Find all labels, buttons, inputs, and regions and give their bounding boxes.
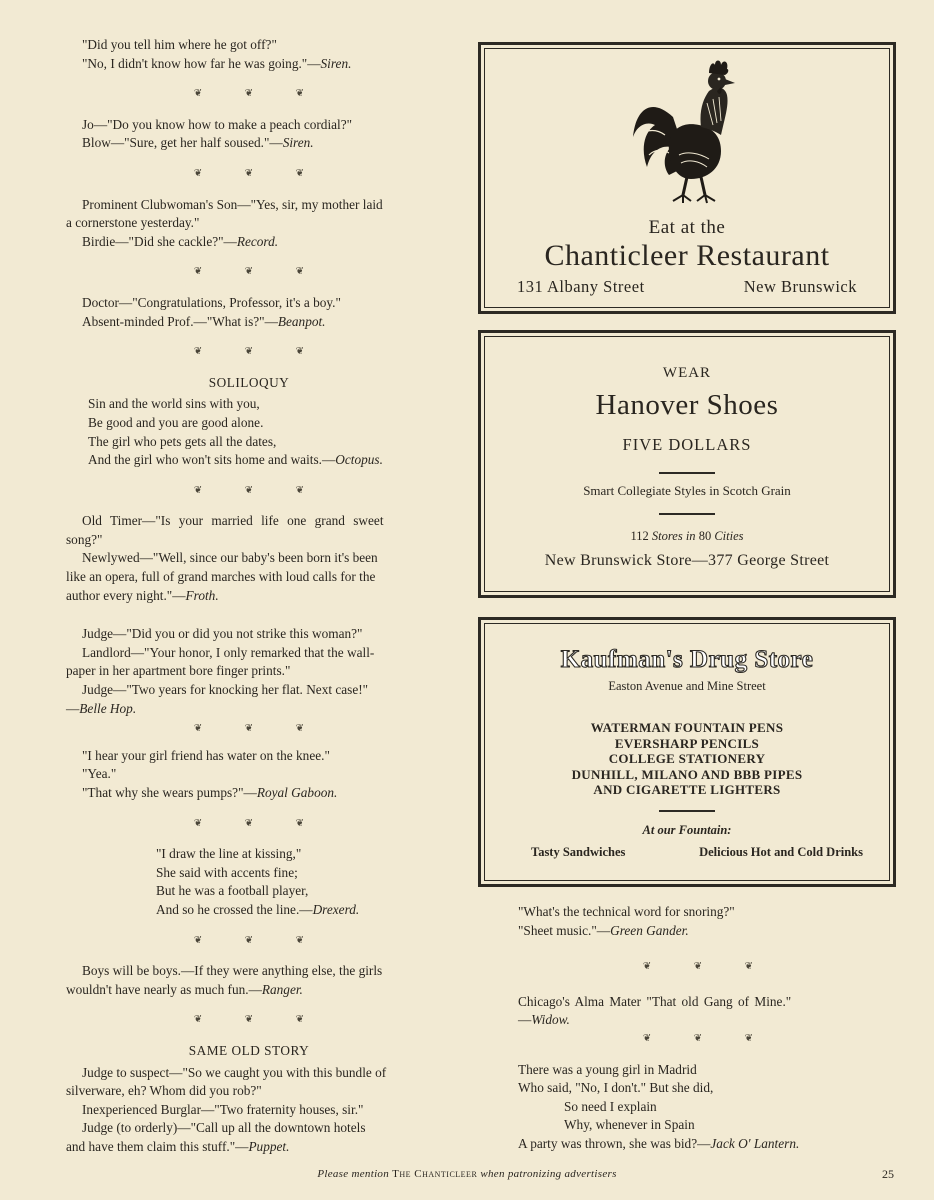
joke-line: "That why she wears pumps?"— [82, 785, 257, 800]
store-address: New Brunswick Store—377 George Street [544, 552, 830, 569]
divider-rule [659, 810, 715, 812]
joke-line: and have them claim this stuff."— [66, 1138, 249, 1154]
joke-7 [66, 747, 432, 803]
joke-line: like an opera, full of grand marches with loud calls for the [66, 569, 376, 585]
joke-line: Judge—"Two years for knocking her flat. Next case!" [82, 682, 369, 698]
rooster-icon [629, 55, 747, 205]
poem-line: Who said, "No, I don't." But she did, [518, 1080, 714, 1096]
fountain-items [531, 845, 863, 860]
joke-line: Doctor—"Congratulations, Professor, it's a boy." [82, 294, 341, 310]
joke-source: Froth. [185, 587, 219, 603]
joke-line: "I hear your girl friend has water on the knee." [82, 747, 330, 763]
joke-line: Inexperienced Burglar—"Two fraternity houses, sir." [82, 1101, 364, 1117]
poem-source: Drexerd. [312, 901, 360, 917]
ornament-divider: ❦ ❦ ❦ [193, 723, 325, 735]
joke-line: Prominent Clubwoman's Son—"Yes, sir, my mother laid [82, 196, 383, 212]
joke-source: Widow. [531, 1012, 570, 1028]
joke-line: Judge (to orderly)—"Call up all the downtown hotels [82, 1120, 366, 1136]
product-item: DUNHILL, MILANO AND BBB PIPES [571, 766, 803, 782]
fountain-item: Tasty Sandwiches [531, 845, 626, 859]
footer-text: Please mention [317, 1168, 390, 1180]
joke-line: Landlord—"Your honor, I only remarked that the wall- [82, 644, 375, 660]
poem-title: SOLILOQUY [208, 374, 290, 390]
poem-line: Sin and the world sins with you, [88, 396, 260, 412]
store-name: Kaufman's Drug Store [560, 646, 814, 673]
left-column [66, 36, 432, 1157]
joke-line: Birdie—"Did she cackle?"— [82, 233, 237, 249]
joke-line: Judge to suspect—"So we caught you with this bundle of [82, 1064, 387, 1080]
joke-source: Record. [236, 233, 279, 249]
ornament-divider: ❦ ❦ ❦ [642, 961, 774, 973]
restaurant-address [517, 277, 857, 297]
joke-3 [66, 196, 432, 252]
fountain-item: Delicious Hot and Cold Drinks [699, 845, 863, 859]
poem-line: But he was a football player, [156, 883, 309, 899]
cities-label: Cities [714, 529, 744, 543]
joke-line: Absent-minded Prof.—"What is?"— [82, 313, 278, 329]
tagline: Smart Collegiate Styles in Scotch Grain [583, 483, 791, 498]
joke-source: Royal Gaboon. [256, 785, 338, 800]
joke-right-2 [518, 993, 878, 1030]
ad-wear: WEAR [662, 365, 712, 381]
joke-line: "Sheet music."— [518, 922, 611, 938]
ornament-divider: ❦ ❦ ❦ [642, 1032, 774, 1044]
poem-source: Jack O' Lantern. [710, 1135, 800, 1151]
joke-source: Puppet. [248, 1138, 290, 1154]
joke-line: Boys will be boys.—If they were anything else, the girls [82, 963, 383, 979]
divider-rule [659, 472, 715, 474]
joke-line: "Yea." [82, 766, 117, 782]
joke-line: Judge—"Did you or did you not strike this woman?" [82, 626, 363, 642]
joke-line: "Did you tell him where he got off?" [82, 37, 277, 52]
brand-name: Hanover Shoes [595, 389, 779, 421]
stores-label: Stores in [651, 529, 696, 543]
ornament-divider: ❦ ❦ ❦ [193, 1014, 325, 1026]
joke-line: — [518, 1012, 532, 1028]
joke-1 [66, 36, 432, 73]
product-item: EVERSHARP PENCILS [614, 735, 760, 751]
joke-line: Old Timer—"Is your married life one grand sweet [82, 513, 384, 529]
ornament-divider: ❦ ❦ ❦ [193, 817, 325, 829]
joke-2 [66, 116, 432, 153]
joke-line: song?" [66, 531, 103, 547]
poem-line: She said with accents fine; [156, 864, 298, 880]
poem-line: Why, whenever in Spain [564, 1117, 695, 1133]
joke-6 [66, 625, 432, 718]
kaufmans-drug-store-ad [478, 617, 896, 887]
poem-line: There was a young girl in Madrid [518, 1061, 697, 1077]
joke-line: Chicago's Alma Mater "That old Gang of Mine." [518, 993, 792, 1009]
right-column [518, 903, 878, 1154]
poem-line: The girl who pets gets all the dates, [88, 433, 277, 449]
magazine-name: The Chanticleer [392, 1168, 478, 1180]
joke-8 [66, 962, 432, 999]
store-address: Easton Avenue and Mine Street [608, 679, 766, 693]
ornament-divider: ❦ ❦ ❦ [193, 266, 325, 278]
joke-5 [66, 512, 432, 605]
joke-line: "No, I didn't know how far he was going."— [82, 55, 321, 71]
poem-line: A party was thrown, she was bid?— [518, 1135, 711, 1151]
poem-line: And the girl who won't sits home and waits.— [88, 452, 336, 468]
store-count [481, 529, 893, 544]
joke-source: Siren. [282, 135, 314, 151]
joke-line: wouldn't have nearly as much fun.— [66, 981, 262, 997]
joke-line: "What's the technical word for snoring?" [518, 904, 735, 919]
ornament-divider: ❦ ❦ ❦ [193, 484, 325, 496]
joke-source: Belle Hop. [79, 700, 137, 716]
city-name: New Brunswick [743, 277, 857, 296]
poem-line: And so he crossed the line.— [156, 901, 313, 917]
joke-line: Blow—"Sure, get her half soused."— [82, 135, 283, 151]
cities-number: 80 [698, 529, 712, 543]
joke-source: Ranger. [261, 981, 303, 997]
soliloquy-poem [66, 374, 432, 470]
ad-eat-at: Eat at the [648, 217, 726, 238]
restaurant-name: Chanticleer Restaurant [544, 239, 830, 272]
joke-source: Green Gander. [610, 922, 689, 938]
poem-line: So need I explain [564, 1098, 657, 1114]
fountain-heading: At our Fountain: [642, 823, 732, 837]
product-item: COLLEGE STATIONERY [608, 751, 766, 766]
divider-rule [659, 513, 715, 515]
page-number: 25 [882, 1167, 894, 1181]
joke-source: Beanpot. [277, 313, 326, 329]
stores-number: 112 [630, 529, 649, 543]
joke-line: paper in her apartment bore finger prints." [66, 663, 291, 679]
joke-right-1 [518, 903, 878, 940]
footer-text: when patronizing advertisers [480, 1168, 617, 1180]
product-list [481, 720, 893, 798]
joke-line: author every night."— [66, 587, 186, 603]
footer [0, 1168, 934, 1180]
story-title: SAME OLD STORY [188, 1042, 310, 1058]
joke-line: Newlywed—"Well, since our baby's been born it's been [82, 550, 378, 566]
hanover-shoes-ad [478, 330, 896, 598]
chanticleer-restaurant-ad [478, 42, 896, 314]
joke-line: Jo—"Do you know how to make a peach cordial?" [82, 116, 353, 132]
ornament-divider: ❦ ❦ ❦ [193, 346, 325, 358]
price-text: FIVE DOLLARS [622, 435, 752, 454]
joke-line: a cornerstone yesterday." [66, 215, 200, 231]
same-old-story [66, 1042, 432, 1157]
joke-line: — [66, 700, 80, 716]
product-item: AND CIGARETTE LIGHTERS [593, 782, 781, 797]
joke-line: silverware, eh? Whom did you rob?" [66, 1083, 262, 1099]
joke-4 [66, 294, 432, 331]
kissing-poem [66, 845, 432, 919]
limerick [518, 1061, 878, 1154]
ornament-divider: ❦ ❦ ❦ [193, 167, 325, 179]
poem-source: Octopus. [335, 452, 383, 468]
poem-line: "I draw the line at kissing," [156, 846, 302, 862]
product-item: WATERMAN FOUNTAIN PENS [590, 720, 784, 735]
ornament-divider: ❦ ❦ ❦ [193, 88, 325, 100]
joke-source: Siren. [320, 55, 352, 71]
ornament-divider: ❦ ❦ ❦ [193, 934, 325, 946]
poem-line: Be good and you are good alone. [88, 414, 264, 430]
street-address: 131 Albany Street [517, 277, 645, 296]
